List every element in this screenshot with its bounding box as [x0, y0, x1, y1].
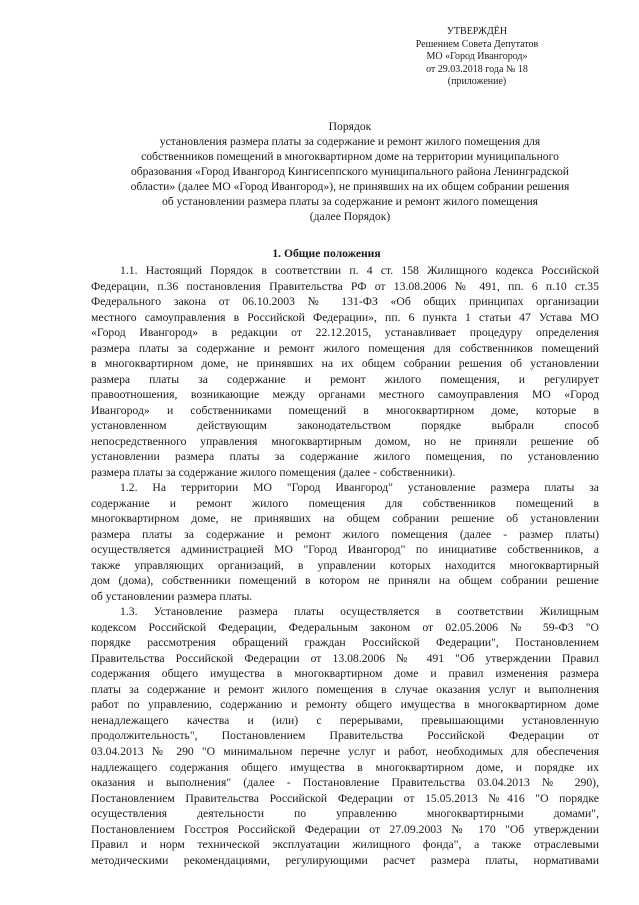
text-line: содержания общего имущества в многоквартирном доме и правил изменения размера — [91, 667, 599, 681]
text-line: дом (дома), собственники помещений в котором не приняли на общем собрании решение — [91, 574, 599, 588]
text-line: установленном действующим законодательством порядке выбрали способ — [91, 419, 599, 433]
text-line: Правил и норм технической эксплуатации жилищного фонда", а также отраслевыми — [91, 838, 599, 852]
title-line: образования «Город Ивангород Кингисеппского муниципального района Ленинградской — [130, 165, 569, 178]
text-line: продолжительность", Постановлением Правительства Российской Федерации от — [91, 729, 599, 743]
title-line: (далее Порядок) — [309, 210, 391, 223]
text-line: содержание и ремонт жилого помещения для собственников помещений в — [91, 496, 599, 510]
approval-line: (приложение) — [447, 76, 507, 87]
section-heading: 1. Общие положения — [272, 247, 381, 260]
approval-line: Решением Совета Депутатов — [415, 38, 539, 50]
approval-line: от 29.03.2018 года № 18 — [426, 63, 528, 75]
paragraph-1-3 — [91, 604, 599, 868]
text-line: местного самоуправления в Российской Федерации», пп. 6 пункта 1 статьи 47 Устава МО — [91, 310, 599, 324]
title-line: собственников помещений в многоквартирном доме на территории муниципального — [141, 150, 559, 163]
text-line: работ по управлению, содержанию и ремонту общего имущества в многоквартирном доме — [91, 698, 599, 712]
text-line: размера платы за содержание и ремонт жилого помещения, и регулирует — [91, 372, 599, 386]
approval-line: МО «Город Ивангород» — [426, 51, 528, 62]
text-line: порядке рассмотрения обращений граждан Российской Федерации", Постановлением — [91, 636, 599, 650]
title-line: установления размера платы за содержание и ремонт жилого помещения для — [159, 135, 541, 148]
text-line: 03.04.2013 № 290 "О минимальном перечне услуг и работ, необходимых для обеспечения — [91, 744, 599, 758]
title-line: области» (далее МО «Город Ивангород»), не принявших на их общем собрании решения — [130, 180, 570, 193]
text-line: осуществления деятельности по управлению многоквартирными домами", — [91, 807, 599, 821]
title-line: Порядок — [328, 120, 372, 133]
text-line: размера платы за содержание и ремонт жилого помещения для собственников помещений — [91, 341, 599, 355]
text-line: размера платы за содержание и ремонт жилого помещения (далее - размер платы) — [91, 527, 599, 541]
text-line: осуществляется администрацией МО "Город Ивангород" по инициативе собственников, а — [91, 543, 599, 557]
text-line: Федерации, п.36 постановления Правительства РФ от 13.08.2006 № 491, пп. 6 п.10 ст.35 — [91, 279, 599, 293]
text-line: непосредственного управления многоквартирным домом, но не приняли решение об — [91, 434, 599, 448]
text-line: также управляющих организаций, в управлении которых находится многоквартирный — [91, 558, 599, 572]
text-line: 1.3. Установление размера платы осуществляется в соответствии Жилищным — [120, 605, 599, 619]
text-line: правоотношения, возникающие между органами местного самоуправления МО «Город — [91, 388, 599, 402]
text-line: Правительства Российской Федерации от 13.08.2006 № 491 "Об утверждении Правил — [91, 651, 599, 665]
text-line: методическими рекомендациями, регулирующими расчет размера платы, нормативами — [91, 853, 599, 867]
approval-stamp-block — [397, 26, 557, 89]
text-line: Постановлением Правительства Российской Федерации от 15.05.2013 №416 "О порядке — [91, 791, 599, 805]
text-line: оказания и выполнения" (далее - Постановление Правительства 03.04.2013 № 290), — [91, 776, 599, 790]
paragraph-1-2 — [91, 480, 599, 604]
text-line: об установлении размера платы. — [91, 589, 253, 603]
text-line: «Город Ивангород» в редакции от 22.12.2015, устанавливает процедуру определения — [91, 326, 599, 340]
text-line: в многоквартирном доме, не принявших на их общем собрании решения об установлении — [91, 357, 599, 371]
text-line: многоквартирном доме, не принявших на общем собрании решение об установлении — [91, 512, 599, 526]
text-line: платы за содержание и ремонт жилого помещения в случае оказания услуг и выполнения — [91, 682, 599, 696]
text-line: надлежащего содержания общего имущества в многоквартирном доме, и порядке их — [91, 760, 599, 774]
approval-line: УТВЕРЖДЁН — [446, 26, 508, 37]
text-line: Федерального закона от 06.10.2003 № 131-ФЗ «Об общих принципах организации — [91, 295, 599, 309]
text-line: 1.1. Настоящий Порядок в соответствии п. 4 ст. 158 Жилищного кодекса Российской — [120, 264, 599, 277]
text-line: Ивангород» и собственниками помещений в многоквартирном доме, которые в — [91, 403, 599, 417]
paragraph-1-1 — [91, 263, 599, 480]
text-line: размера платы за содержание жилого помещения (далее - собственники). — [91, 465, 456, 479]
text-line: Постановлением Госстроя Российской Федерации от 27.09.2003 № 170 "Об утверждении — [91, 822, 599, 836]
document-body — [91, 263, 599, 868]
text-line: установлении размера платы за содержание жилого помещения, по установлению — [91, 450, 599, 464]
title-line: об установлении размера платы за содержание и ремонт жилого помещения — [162, 195, 538, 208]
text-line: кодексом Российской Федерации, Федеральным законом от 02.05.2006 № 59-ФЗ "О — [91, 620, 599, 634]
text-line: ненадлежащего качества и (или) с перерывами, превышающими установленную — [91, 713, 599, 727]
text-line: 1.2. На территории МО "Город Ивангород" установление размера платы за — [120, 481, 599, 495]
document-title — [110, 119, 590, 224]
